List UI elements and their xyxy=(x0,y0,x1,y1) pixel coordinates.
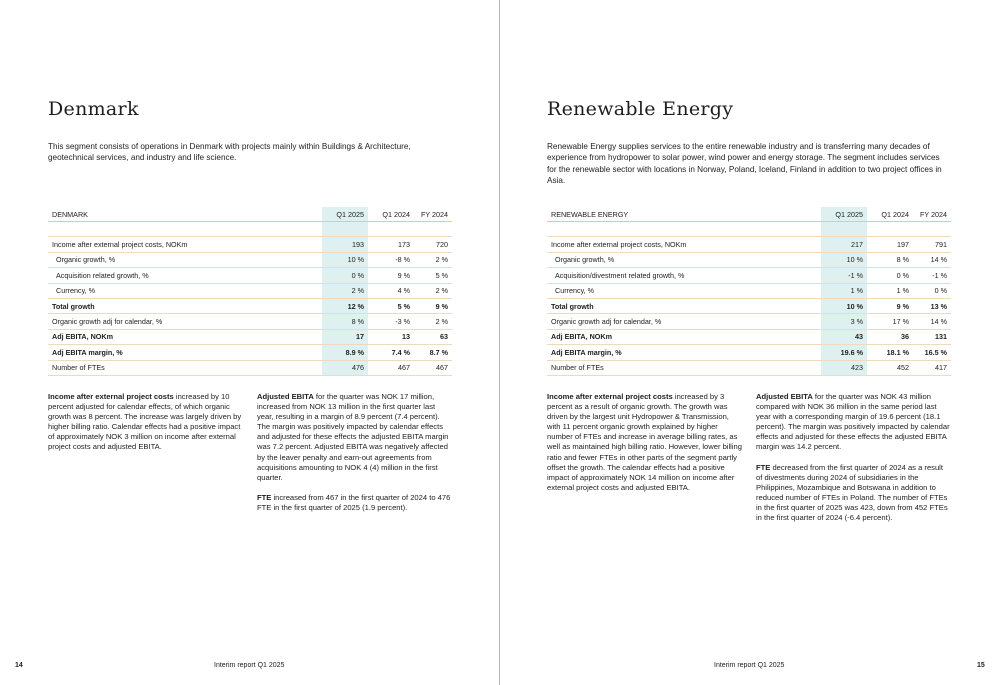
cell-q1-2024: 7.4 % xyxy=(368,345,414,360)
table-row xyxy=(48,314,452,329)
commentary-heading: FTE xyxy=(257,492,272,502)
cell-q1-2024: 13 xyxy=(368,329,414,344)
row-label: Organic growth adj for calendar, % xyxy=(48,314,322,329)
table-row xyxy=(48,345,452,360)
row-label: Income after external project costs, NOKm xyxy=(48,237,322,252)
cell-q1-2025: 43 xyxy=(821,329,867,344)
table-row xyxy=(48,252,452,267)
cell-q1-2024: 197 xyxy=(867,237,913,252)
commentary-column-1 xyxy=(547,392,742,503)
cell-q1-2024: 467 xyxy=(368,360,414,375)
row-label: Adj EBITA margin, % xyxy=(547,345,821,360)
row-label: Total growth xyxy=(48,298,322,313)
row-label: Acquisition related growth, % xyxy=(48,268,322,283)
table-row xyxy=(547,360,951,375)
row-label: Income after external project costs, NOKm xyxy=(547,237,821,252)
commentary-paragraph xyxy=(756,392,951,453)
row-label: Organic growth, % xyxy=(547,252,821,267)
commentary-text: for the quarter was NOK 43 million compared with NOK 36 million in the same period last year with a corresponding margin of 19.6 percent (18.1 percent). The margin was positively impacted by calendar effects and adjusted for these effects the adjusted EBITA margin was 14.2 percent. xyxy=(756,392,950,452)
commentary-column-2 xyxy=(257,392,452,523)
column-header: Q1 2024 xyxy=(368,207,414,222)
cell-q1-2025: 10 % xyxy=(821,298,867,313)
table-header-row xyxy=(48,207,452,222)
page-title: Denmark xyxy=(48,98,139,120)
commentary-paragraph xyxy=(547,392,742,493)
row-label: Adj EBITA margin, % xyxy=(48,345,322,360)
cell-q1-2025: 10 % xyxy=(322,252,368,267)
column-header: Q1 2025 xyxy=(322,207,368,222)
commentary-heading: Adjusted EBITA xyxy=(257,392,314,401)
footer-title: Interim report Q1 2025 xyxy=(714,662,785,669)
table-row xyxy=(48,283,452,298)
table-row xyxy=(547,237,951,252)
table-header: RENEWABLE ENERGY xyxy=(547,207,821,222)
cell-fy-2024: 417 xyxy=(913,360,951,375)
row-label: Adj EBITA, NOKm xyxy=(547,329,821,344)
cell-fy-2024: 791 xyxy=(913,237,951,252)
cell-q1-2025: 10 % xyxy=(821,252,867,267)
cell-fy-2024: 0 % xyxy=(913,283,951,298)
segment-intro: This segment consists of operations in Denmark with projects mainly within Buildings & Architecture, geotechnical services, and industry and life science. xyxy=(48,142,411,163)
commentary-paragraph xyxy=(48,392,243,453)
commentary-text: increased from 467 in the first quarter of 2024 to 476 FTE in the first quarter of 2025 (1.9 percent). xyxy=(257,492,451,512)
table-row xyxy=(48,329,452,344)
segment-intro: Renewable Energy supplies services to the entire renewable industry and is transferring many decades of experience from hydropower to solar power, wind power and energy storage. The segment includes services for the renewable sector with locations in Norway, Poland, Iceland, Finland in addition to two project offices in Asia. xyxy=(547,142,942,186)
cell-q1-2025: 1 % xyxy=(821,283,867,298)
table-row xyxy=(48,268,452,283)
cell-q1-2025: 2 % xyxy=(322,283,368,298)
row-label: Currency, % xyxy=(48,283,322,298)
column-header: FY 2024 xyxy=(414,207,452,222)
cell-q1-2025: 0 % xyxy=(322,268,368,283)
column-header: Q1 2024 xyxy=(867,207,913,222)
commentary-column-2 xyxy=(756,392,951,533)
cell-q1-2024: 9 % xyxy=(867,298,913,313)
cell-q1-2024: 4 % xyxy=(368,283,414,298)
cell-fy-2024: 9 % xyxy=(414,298,452,313)
cell-fy-2024: 14 % xyxy=(913,252,951,267)
cell-q1-2025: 8.9 % xyxy=(322,345,368,360)
table-row xyxy=(48,298,452,313)
cell-fy-2024: 8.7 % xyxy=(414,345,452,360)
cell-q1-2025: 12 % xyxy=(322,298,368,313)
row-label: Adj EBITA, NOKm xyxy=(48,329,322,344)
commentary-paragraph xyxy=(756,463,951,524)
column-header: FY 2024 xyxy=(913,207,951,222)
commentary-text: increased by 3 percent as a result of organic growth. The growth was driven by the largest unit Hydropower & Transmission, with 11 percent organic growth explained by higher number of FTEs and increase in average billing rates, as well as maintained high billing ratio. However, lower billing ratio and fewer FTEs in other parts of the segment partly offset the growth. The calendar effects had a positive impact of approximately NOK 14 million on income after external project costs and adjusted EBITA. xyxy=(547,392,743,492)
cell-q1-2024: 9 % xyxy=(368,268,414,283)
cell-q1-2025: 193 xyxy=(322,237,368,252)
cell-q1-2025: 8 % xyxy=(322,314,368,329)
cell-fy-2024: 5 % xyxy=(414,268,452,283)
page-number: 14 xyxy=(15,662,23,669)
cell-fy-2024: 13 % xyxy=(913,298,951,313)
cell-q1-2025: 217 xyxy=(821,237,867,252)
cell-fy-2024: 720 xyxy=(414,237,452,252)
cell-fy-2024: 2 % xyxy=(414,314,452,329)
row-label: Number of FTEs xyxy=(547,360,821,375)
table-row xyxy=(547,268,951,283)
cell-q1-2024: 18.1 % xyxy=(867,345,913,360)
table-row xyxy=(547,283,951,298)
cell-fy-2024: 131 xyxy=(913,329,951,344)
row-label: Organic growth, % xyxy=(48,252,322,267)
cell-q1-2024: -3 % xyxy=(368,314,414,329)
cell-q1-2024: 36 xyxy=(867,329,913,344)
commentary-paragraph xyxy=(257,392,452,483)
cell-q1-2024: 0 % xyxy=(867,268,913,283)
row-label: Number of FTEs xyxy=(48,360,322,375)
commentary-column-1 xyxy=(48,392,243,463)
table-spacer-row xyxy=(48,222,452,237)
column-header: Q1 2025 xyxy=(821,207,867,222)
table-row xyxy=(547,298,951,313)
cell-fy-2024: 2 % xyxy=(414,252,452,267)
commentary-paragraph xyxy=(257,493,452,513)
segment-table xyxy=(48,207,452,376)
segment-table xyxy=(547,207,951,376)
cell-q1-2024: -8 % xyxy=(368,252,414,267)
commentary-heading: Income after external project costs xyxy=(547,392,673,401)
table-row xyxy=(547,345,951,360)
cell-q1-2024: 8 % xyxy=(867,252,913,267)
table-row xyxy=(547,252,951,267)
cell-q1-2025: 17 xyxy=(322,329,368,344)
cell-q1-2024: 5 % xyxy=(368,298,414,313)
right-page xyxy=(500,0,1000,685)
row-label: Currency, % xyxy=(547,283,821,298)
table-row xyxy=(48,237,452,252)
cell-fy-2024: 14 % xyxy=(913,314,951,329)
cell-q1-2024: 17 % xyxy=(867,314,913,329)
cell-fy-2024: -1 % xyxy=(913,268,951,283)
table-spacer-row xyxy=(547,222,951,237)
footer-title: Interim report Q1 2025 xyxy=(214,662,285,669)
commentary-text: for the quarter was NOK 17 million, increased from NOK 13 million in the first quarter last year, resulting in a margin of 8.9 percent (7.4 percent). The margin was positively impacted by calendar effects and adjusted for these effects the adjusted EBITA margin was 7.2 percent. Adjusted EBITA was negatively affected by the leaver penalty and earn-out agreements from acquisitions amounting to NOK 4 (4) million in the first quarter. xyxy=(257,392,449,482)
row-label: Organic growth adj for calendar, % xyxy=(547,314,821,329)
cell-fy-2024: 467 xyxy=(414,360,452,375)
cell-fy-2024: 63 xyxy=(414,329,452,344)
table-row xyxy=(48,360,452,375)
commentary-text: increased by 10 percent adjusted for calendar effects, of which organic growth was 8 percent. The increase was largely driven by higher billing ratio. Calendar effects had a positive impact of approximately NOK 3 million on income after external project costs and adjusted EBITA. xyxy=(48,392,242,452)
cell-fy-2024: 16.5 % xyxy=(913,345,951,360)
table-header-row xyxy=(547,207,951,222)
table-row xyxy=(547,329,951,344)
cell-q1-2025: 3 % xyxy=(821,314,867,329)
row-label: Total growth xyxy=(547,298,821,313)
commentary-heading: Adjusted EBITA xyxy=(756,392,813,401)
page-title: Renewable Energy xyxy=(547,98,734,120)
table-row xyxy=(547,314,951,329)
cell-fy-2024: 2 % xyxy=(414,283,452,298)
cell-q1-2024: 452 xyxy=(867,360,913,375)
page-number: 15 xyxy=(977,662,985,669)
row-label: Acquisition/divestment related growth, % xyxy=(547,268,821,283)
cell-q1-2024: 173 xyxy=(368,237,414,252)
commentary-heading: Income after external project costs xyxy=(48,392,174,401)
cell-q1-2025: 476 xyxy=(322,360,368,375)
cell-q1-2025: -1 % xyxy=(821,268,867,283)
table-header: DENMARK xyxy=(48,207,322,222)
cell-q1-2025: 423 xyxy=(821,360,867,375)
commentary-text: decreased from the first quarter of 2024 as a result of divestments during 2024 of subsidiaries in the Philippines, Mozambique and Botswana in addition to reduced number of FTEs in Poland. The number of FTEs in the first quarter of 2025 was 423, down from 452 FTEs in the first quarter of 2024 (-6.4 percent). xyxy=(756,462,948,523)
cell-q1-2024: 1 % xyxy=(867,283,913,298)
cell-q1-2025: 19.6 % xyxy=(821,345,867,360)
commentary-heading: FTE xyxy=(756,462,771,472)
